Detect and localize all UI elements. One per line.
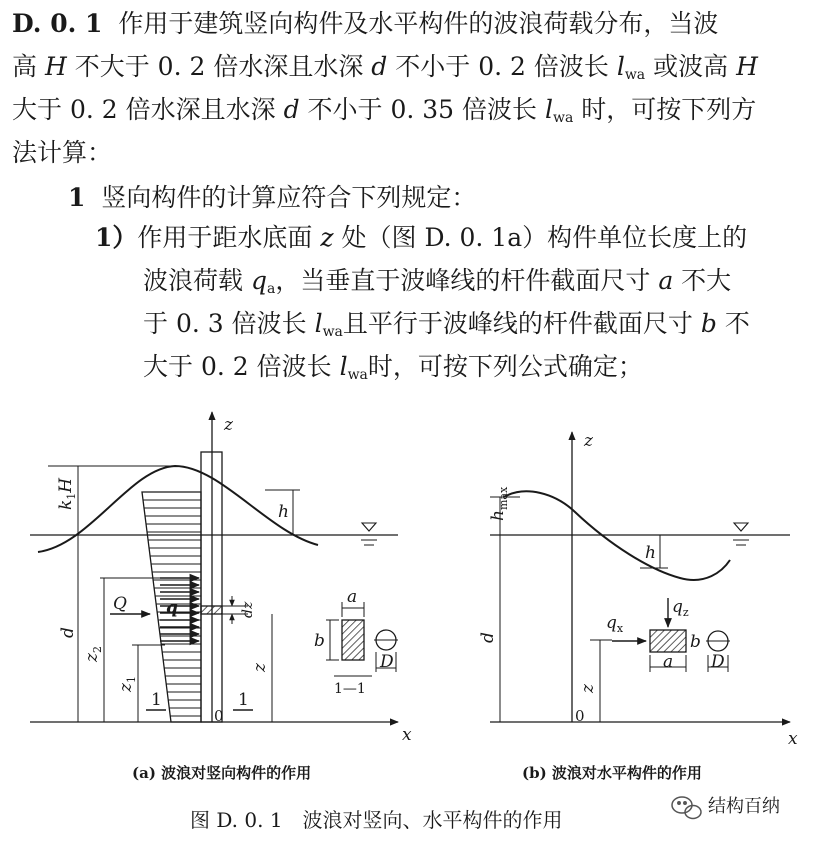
symbol-l: l — [339, 352, 348, 381]
clause-id: D. 0. 1 — [12, 9, 103, 38]
label-x-axis: x — [402, 725, 412, 745]
wave-profile — [38, 466, 318, 552]
clause-text: 时，可按下列方 — [581, 95, 757, 124]
symbol-wa: wa — [347, 367, 368, 383]
clause-text: 不小于 0. 2 倍波长 — [395, 52, 609, 81]
label-h-b: h — [645, 543, 656, 563]
horizontal-member — [650, 630, 686, 652]
sub-item-number: 1） — [95, 223, 138, 252]
sub-text: 波浪荷载 — [143, 266, 244, 295]
caption-a: (a) 波浪对竖向构件的作用 — [132, 764, 312, 782]
symbol-q: q — [250, 266, 267, 295]
label-d-b: d — [478, 632, 498, 643]
symbol-l: l — [314, 309, 323, 338]
figure-title: 图 D. 0. 1 波浪对竖向、水平构件的作用 — [190, 808, 563, 832]
label-z-axis: z — [224, 415, 233, 435]
sub-text: 作用于距水底面 — [137, 223, 313, 252]
label-sec-a: a — [347, 587, 358, 607]
label-k1H: $k_1H$ — [56, 477, 78, 510]
label-z-axis-b: z — [584, 431, 593, 451]
symbol-a: a — [658, 266, 674, 295]
sub-text: 处（图 D. 0. 1a）构件单位长度上的 — [341, 223, 748, 252]
clause-text: 高 — [12, 52, 38, 81]
label-D-b: D — [711, 652, 725, 672]
rect-section — [342, 620, 364, 660]
sub-text: 大于 0. 2 倍波长 — [143, 352, 332, 381]
clause-text-1: 作用于建筑竖向构件及水平构件的波浪荷载分布，当波 — [118, 9, 719, 38]
label-origin-b: 0 — [575, 707, 585, 725]
watermark-text: 结构百纳 — [708, 796, 780, 817]
label-b-b: b — [690, 632, 701, 652]
symbol-z: z — [320, 223, 334, 252]
wechat-icon — [672, 797, 701, 819]
dz-element — [201, 606, 222, 614]
clause-text: 大于 0. 2 倍水深且水深 — [12, 95, 276, 124]
symbol-wa: wa — [322, 324, 343, 340]
label-sec-b: b — [314, 631, 325, 651]
symbol-d: d — [283, 95, 300, 124]
caption-b: (b) 波浪对水平构件的作用 — [522, 764, 702, 782]
symbol-wa: wa — [624, 67, 646, 83]
sub-text: 不 — [724, 309, 750, 338]
label-section-1-left: 1 — [151, 690, 162, 710]
label-x-axis-b: x — [788, 729, 798, 749]
diagram-b — [490, 432, 790, 722]
symbol-H: H — [736, 52, 758, 81]
label-q: q — [166, 598, 178, 618]
label-z-b: z — [578, 684, 598, 693]
sub-text: ，当垂直于波峰线的杆件截面尺寸 — [275, 266, 651, 295]
clause-text: 不小于 0. 35 倍波长 — [307, 95, 538, 124]
label-z2: $z_2$ — [82, 646, 104, 662]
clause-text: 法计算： — [12, 138, 113, 167]
symbol-q-sub: a — [266, 281, 276, 297]
symbol-H: H — [44, 52, 67, 81]
label-h: h — [278, 502, 289, 522]
symbol-d: d — [371, 52, 388, 81]
sub-text: 且平行于波峰线的杆件截面尺寸 — [342, 309, 693, 338]
label-sec-D: D — [380, 652, 394, 672]
water-level-symbol-b — [734, 523, 748, 531]
label-qz: $q_z$ — [672, 597, 689, 619]
label-section-1-1: 1—1 — [334, 681, 366, 697]
label-z1: $z_1$ — [116, 676, 138, 692]
sub-text: 不大 — [681, 266, 732, 295]
label-z: z — [250, 663, 270, 672]
item-1-number: 1 — [68, 183, 86, 212]
symbol-l: l — [616, 52, 625, 81]
sub-text: 时，可按下列公式确定； — [367, 352, 643, 381]
label-d: d — [58, 627, 78, 638]
label-dz: dz — [240, 601, 256, 618]
label-origin: 0 — [214, 707, 224, 725]
label-a-b: a — [663, 652, 674, 672]
water-level-symbol — [362, 523, 376, 531]
item-1-text: 竖向构件的计算应符合下列规定： — [101, 183, 477, 212]
watermark — [672, 796, 780, 819]
label-hmax: $h_{max}$ — [488, 486, 510, 521]
symbol-b: b — [700, 309, 717, 338]
label-qx: $q_x$ — [606, 613, 624, 635]
clause-text: 不大于 0. 2 倍水深且水深 — [74, 52, 364, 81]
clause-text: 或波高 — [653, 52, 729, 81]
label-section-1-right: 1 — [238, 690, 249, 710]
sub-text: 于 0. 3 倍波长 — [143, 309, 307, 338]
label-Q: Q — [113, 594, 127, 614]
diagram-a — [30, 412, 398, 722]
symbol-l: l — [545, 95, 553, 124]
symbol-wa: wa — [553, 110, 574, 126]
